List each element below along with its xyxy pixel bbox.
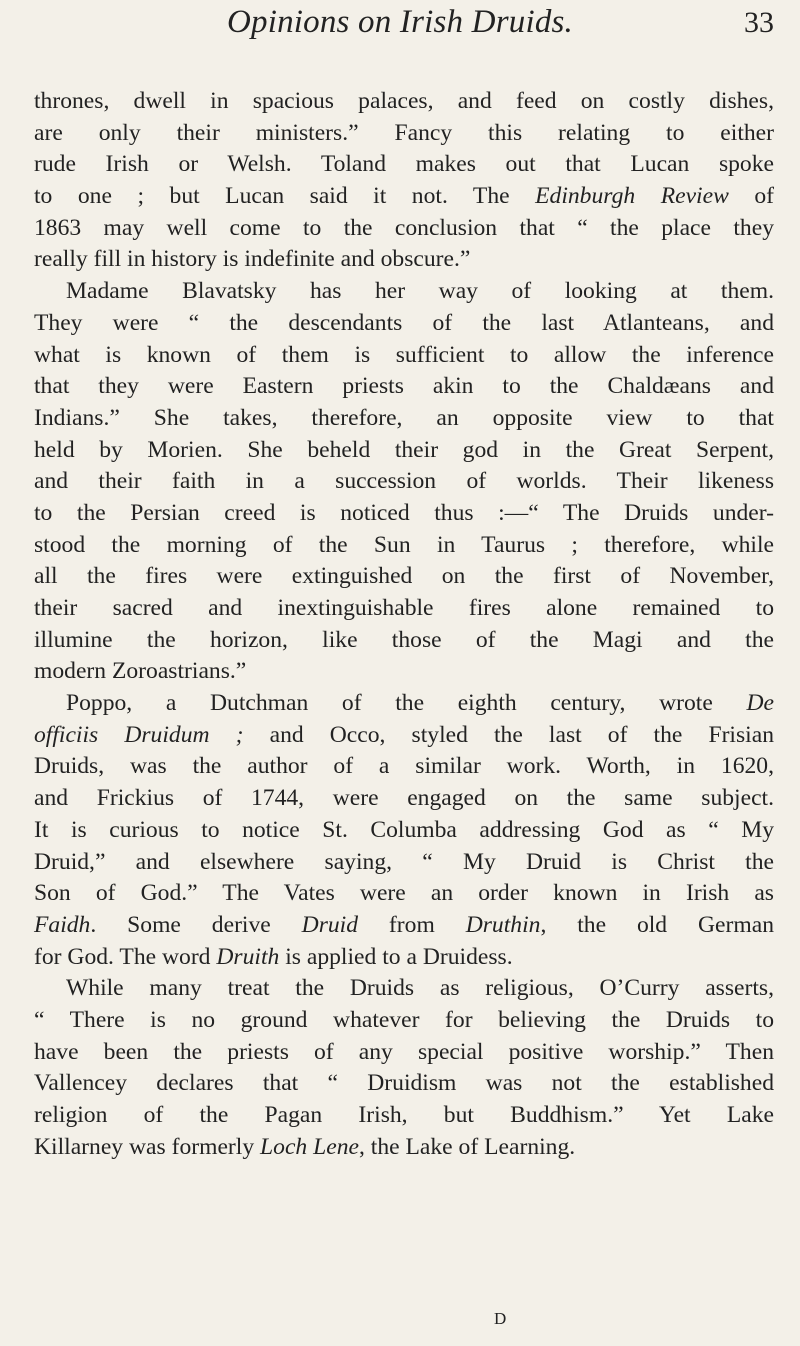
text-segment: Killarney was formerly — [34, 1133, 261, 1160]
text-line — [34, 435, 774, 467]
text-segment: have been the priests of any special positive worship.” Then — [34, 1038, 774, 1065]
text-segment: illumine the horizon, like those of the Magi and the — [34, 626, 774, 653]
text-segment: and Occo, styled the last of the Frisian — [243, 721, 774, 748]
text-line — [34, 783, 774, 815]
text-line — [34, 371, 774, 403]
text-segment: Druids, was the author of a similar work. Worth, in 1620, — [34, 753, 774, 780]
italic-text: Loch Lene — [260, 1133, 359, 1160]
signature-mark: D — [494, 1309, 508, 1328]
text-segment: , the old German — [540, 911, 774, 938]
italic-text: Druith — [216, 943, 280, 970]
text-segment: “ There is no ground whatever for believing the Druids to — [34, 1006, 774, 1033]
body-text — [34, 86, 774, 1163]
text-segment: Poppo, a Dutchman of the eighth century, wrote — [66, 690, 747, 717]
text-line — [34, 86, 774, 118]
text-line — [34, 973, 774, 1005]
text-line — [34, 149, 774, 181]
text-line — [34, 1005, 774, 1037]
text-line — [34, 466, 774, 498]
text-line — [34, 403, 774, 435]
text-segment: held by Morien. She beheld their god in the Great Serpent, — [34, 436, 774, 463]
text-line — [34, 498, 774, 530]
text-segment: modern Zoroastrians.” — [34, 658, 247, 685]
text-segment: religion of the Pagan Irish, but Buddhism.” Yet Lake — [34, 1102, 774, 1128]
text-segment: Indians.” She takes, therefore, an opposite view to that — [34, 404, 774, 431]
text-segment: to the Persian creed is noticed thus :—“ The Druids under- — [34, 499, 774, 526]
text-segment: Druid,” and elsewhere saying, “ My Druid is Christ the — [34, 848, 774, 875]
text-segment: are only their ministers.” Fancy this relating to either — [34, 119, 774, 146]
text-line — [34, 1132, 774, 1164]
text-line — [34, 751, 774, 783]
text-segment: from — [358, 911, 466, 938]
italic-text: Druid — [301, 911, 359, 938]
text-segment: really fill in history is indefinite and obscure.” — [34, 246, 471, 273]
text-line — [34, 530, 774, 562]
text-segment: , the Lake of Learning. — [358, 1133, 576, 1160]
text-segment: rude Irish or Welsh. Toland makes out that Lucan spoke — [34, 151, 774, 178]
text-line — [34, 181, 774, 213]
text-segment: Vallencey declares that “ Druidism was not the established — [34, 1070, 774, 1097]
text-segment: for God. The word — [34, 943, 217, 970]
text-line — [34, 910, 774, 942]
text-line — [34, 815, 774, 847]
text-segment: stood the morning of the Sun in Taurus ; therefore, while — [34, 531, 774, 558]
text-segment: all the fires were extinguished on the first of November, — [34, 563, 774, 590]
page-number: 33 — [744, 6, 774, 39]
text-line — [34, 720, 774, 752]
italic-text: De — [746, 690, 774, 717]
text-segment: of — [728, 183, 774, 210]
text-line — [34, 308, 774, 340]
text-line — [34, 276, 774, 308]
text-line — [34, 561, 774, 593]
italic-text: Edinburgh Review — [535, 183, 729, 210]
text-line — [34, 244, 774, 276]
text-segment: It is curious to notice St. Columba addressing God as “ My — [34, 816, 774, 843]
italic-text: officiis Druidum ; — [34, 721, 244, 748]
text-line — [34, 1068, 774, 1100]
text-segment: 1863 may well come to the conclusion that “ the place they — [34, 214, 774, 241]
text-segment: their sacred and inextinguishable fires alone remained to — [34, 595, 774, 621]
text-segment: to one ; but Lucan said it not. The — [34, 183, 536, 210]
text-line — [34, 1100, 774, 1132]
italic-text: Faidh — [34, 911, 91, 938]
running-head — [0, 0, 800, 60]
text-line — [34, 593, 774, 625]
text-segment: and their faith in a succession of worlds. Their likeness — [34, 468, 774, 495]
text-segment: Madame Blavatsky has her way of looking at them. — [66, 278, 774, 305]
text-segment: what is known of them is sufficient to allow the inference — [34, 341, 774, 368]
text-segment: . Some derive — [90, 911, 302, 938]
text-line — [34, 213, 774, 245]
text-segment: that they were Eastern priests akin to the Chaldæans and — [34, 373, 774, 400]
text-segment: is applied to a Druidess. — [279, 943, 513, 970]
text-segment: Son of God.” The Vates were an order known in Irish as — [34, 880, 774, 907]
text-line — [34, 656, 774, 688]
text-line — [34, 625, 774, 657]
page-title: Opinions on Irish Druids. — [226, 4, 574, 40]
text-line — [34, 340, 774, 372]
text-line — [34, 847, 774, 879]
text-segment: and Frickius of 1744, were engaged on the same subject. — [34, 785, 774, 812]
italic-text: Druthin — [465, 911, 541, 938]
text-line — [34, 688, 774, 720]
text-segment: While many treat the Druids as religious, O’Curry asserts, — [66, 975, 774, 1002]
text-line — [34, 118, 774, 150]
text-segment: thrones, dwell in spacious palaces, and feed on costly dishes, — [34, 88, 774, 114]
text-line — [34, 878, 774, 910]
text-line — [34, 942, 774, 974]
text-segment: They were “ the descendants of the last Atlanteans, and — [34, 309, 774, 336]
text-line — [34, 1037, 774, 1069]
